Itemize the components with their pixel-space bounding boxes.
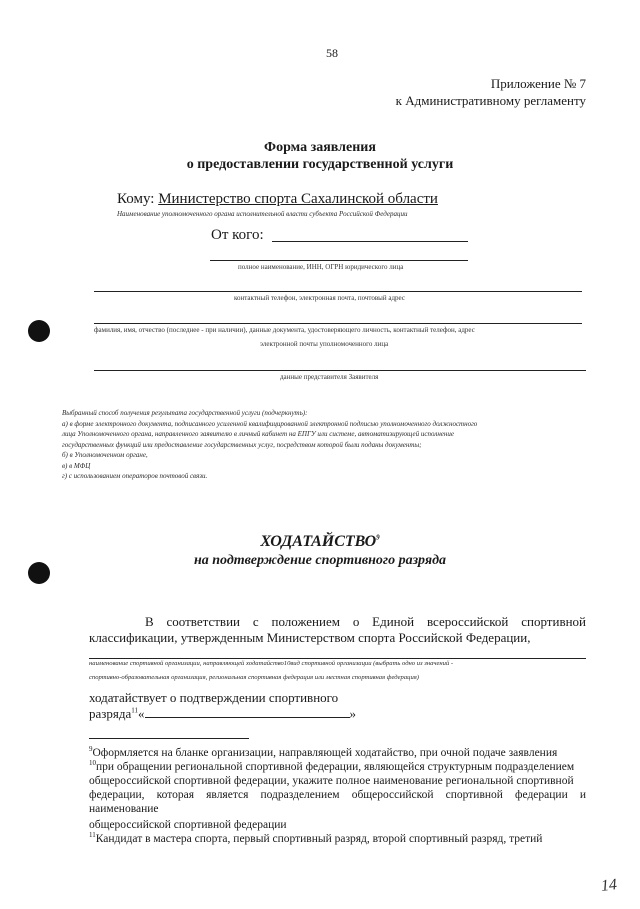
- handwritten-mark: 14: [600, 876, 618, 895]
- punch-hole-top: [28, 320, 50, 342]
- from-line-1: [210, 260, 468, 261]
- footnote-11: [89, 832, 542, 846]
- from-caption-3b: электронной почты уполномоченного лица: [260, 340, 389, 348]
- form-title-line1: Форма заявления: [264, 140, 376, 155]
- delivery-c: в) в МФЦ: [62, 461, 91, 470]
- paragraph-word: положением: [271, 614, 340, 629]
- footnote-word: которая: [156, 789, 195, 801]
- close-quote: »: [349, 706, 357, 721]
- petition-text-1: ходатайствует о подтверждении спортивного: [89, 690, 339, 705]
- petition-title-sup: 9: [376, 533, 380, 542]
- rank-label: разряда: [89, 706, 132, 721]
- footnote-10-sup: 10: [89, 759, 96, 768]
- paragraph-word: всероссийской: [426, 614, 509, 629]
- regulation-label: к Административному регламенту: [395, 93, 586, 108]
- open-quote: «: [138, 706, 145, 721]
- footnote-10-1: [89, 760, 574, 774]
- delivery-a-3: государственных функций или предоставление государственных услуг, посредством которой были поданы документы;: [62, 440, 422, 449]
- from-line-2: [94, 291, 582, 292]
- footnote-9-sup: 9: [89, 745, 93, 754]
- petition-title-text: ХОДАТАЙСТВО: [260, 533, 377, 550]
- footnote-word: федерации: [515, 789, 568, 801]
- footnote-word: подразделением: [260, 789, 340, 801]
- org-caption-1: наименование спортивной организации, направляющей ходатайство10вид спортивной организации (выбрать одно из значений -: [89, 660, 454, 667]
- footnote-separator: [89, 738, 249, 739]
- paragraph-word: В: [145, 614, 154, 629]
- delivery-block: [62, 408, 582, 482]
- footnote-11-text: Кандидат в мастера спорта, первый спортивный разряд, второй спортивный разряд, третий: [95, 833, 543, 845]
- paragraph-word: спортивной: [521, 614, 586, 629]
- petition-title: [0, 533, 640, 551]
- delivery-a-2: лица Уполномоченного органа, направленного заявителю в личный кабинет на ЕПГУ или системе, автоматизирующей исполнение: [62, 430, 454, 438]
- footnote-word: спортивной: [445, 789, 503, 801]
- petition-subtitle: на подтверждение спортивного разряда: [193, 553, 447, 568]
- footnote-word: и: [579, 789, 586, 801]
- from-caption-1: полное наименование, ИНН, ОГРН юридического лица: [238, 263, 404, 271]
- to-caption: Наименование уполномоченного органа исполнительной власти субъекта Российской Федерации: [117, 210, 408, 218]
- paragraph-word: Единой: [372, 614, 415, 629]
- appendix-label: Приложение № 7: [490, 76, 586, 91]
- from-line-inline: [272, 241, 468, 242]
- page-number: 58: [326, 46, 338, 60]
- to-field: [117, 191, 438, 208]
- paragraph-word: соответствии: [166, 614, 240, 629]
- petition-text-2: [89, 706, 356, 722]
- form-title-line2: о предоставлении государственной услуги: [186, 157, 454, 172]
- paragraph-line-2: классификации, утвержденным Министерством спорта Российской Федерации,: [89, 630, 531, 645]
- rank-sup: 11: [131, 706, 139, 715]
- org-line: [89, 658, 586, 659]
- footnote-word: является: [206, 789, 249, 801]
- delivery-a-1: а) в форме электронного документа, подписанного усиленной квалифицированной электронной подписью уполномоченного должностного: [62, 419, 478, 428]
- footnote-10-2: общероссийской спортивной федерации, укажите полное наименование региональной спортивной: [89, 775, 574, 787]
- delivery-b: б) в Уполномоченном органе,: [62, 451, 148, 459]
- from-caption-4: данные представителя Заявителя: [280, 373, 379, 381]
- footnote-word: общероссийской: [351, 789, 434, 801]
- to-label: Кому:: [117, 191, 155, 207]
- from-line-4: [94, 370, 586, 371]
- footnote-10-5: общероссийской спортивной федерации: [89, 819, 287, 831]
- from-caption-3a: фамилия, имя, отчество (последнее - при наличии), данные документа, удостоверяющего личность, контактный телефон, адрес: [94, 326, 475, 334]
- footnote-9-text: Оформляется на бланке организации, направляющей ходатайство, при очной подаче заявления: [92, 747, 558, 759]
- delivery-intro: Выбранный способ получения результата государственной услуги (подчеркнуть):: [62, 409, 308, 417]
- to-value: Министерство спорта Сахалинской области: [158, 191, 438, 207]
- from-line-3: [94, 323, 582, 324]
- footnote-10-3: [89, 788, 586, 802]
- footnote-word: федерации,: [89, 789, 145, 801]
- footnote-9: [89, 746, 557, 760]
- from-label: От кого:: [211, 227, 264, 243]
- rank-blank: [145, 717, 350, 718]
- paragraph-word: о: [352, 614, 360, 629]
- footnote-10-4: наименование: [89, 803, 159, 815]
- footnote-10-text-1: при обращении региональной спортивной федерации, являющейся структурным подразделением: [96, 761, 575, 773]
- paragraph-line-1: [145, 614, 586, 630]
- footnote-11-sup: 11: [89, 831, 96, 840]
- delivery-d: г) с использованием операторов почтовой связи.: [62, 472, 208, 480]
- paragraph-word: с: [252, 614, 259, 629]
- org-caption-2: спортивно-образовательная организация, региональная спортивная федерация или местная спортивная федерация): [89, 674, 420, 681]
- from-caption-2: контактный телефон, электронная почта, почтовый адрес: [234, 294, 405, 302]
